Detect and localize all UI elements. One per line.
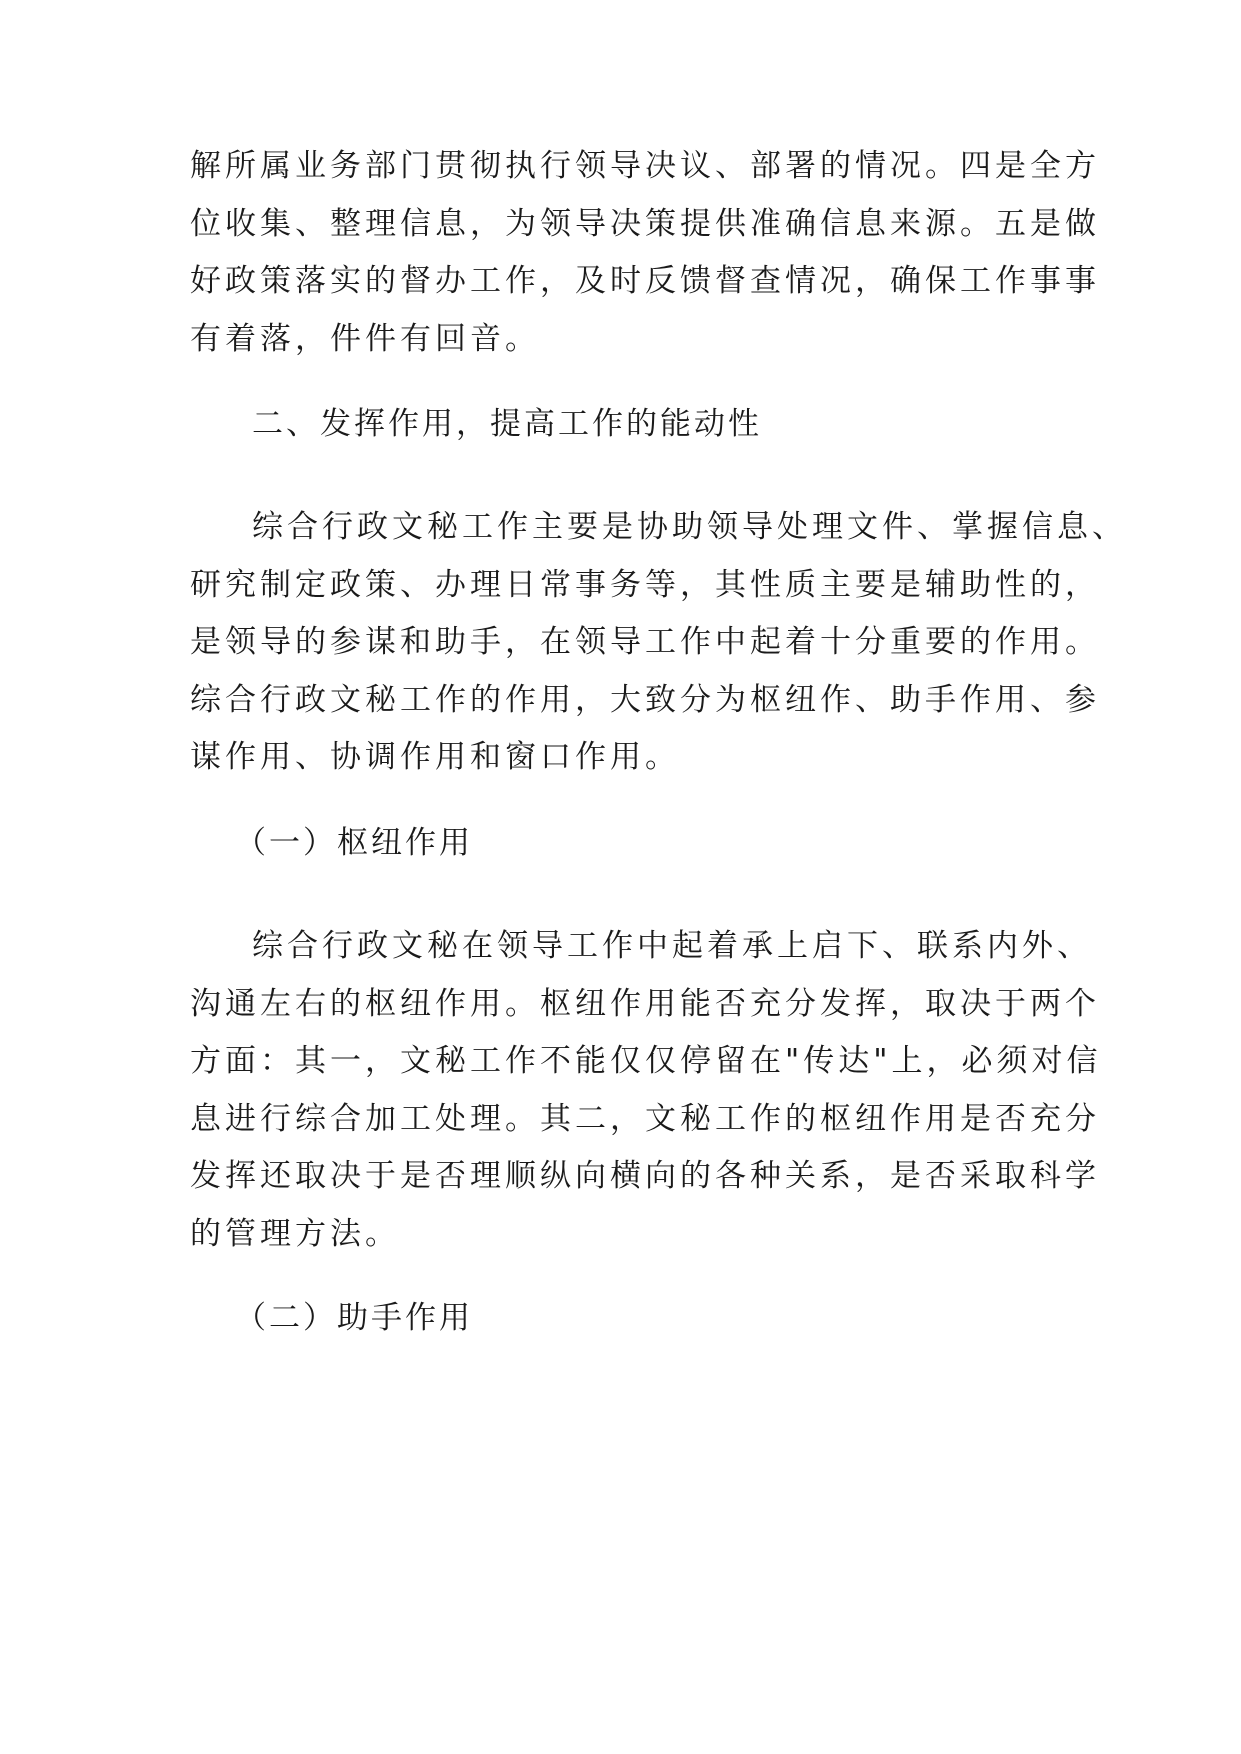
- paragraph-3: [190, 918, 1102, 1263]
- heading-text: （二）助手作用: [235, 1300, 473, 1336]
- paragraph-line: 谋作用、协调作用和窗口作用。: [190, 739, 680, 775]
- paragraph-line: 研究制定政策、办理日常事务等，其性质主要是辅助性的，: [190, 566, 1100, 603]
- paragraph-line: 综合行政文秘工作主要是协助领导处理文件、掌握信息、: [252, 509, 1127, 545]
- paragraph-line: 的管理方法。: [190, 1215, 400, 1252]
- paragraph-line: 综合行政文秘在领导工作中起着承上启下、联系内外、: [252, 928, 1092, 964]
- paragraph-line: 是领导的参谋和助手，在领导工作中起着十分重要的作用。: [190, 624, 1100, 660]
- heading-text: 二、发挥作用，提高工作的能动性: [252, 406, 762, 442]
- subsection-heading-2: [190, 1290, 1060, 1348]
- paragraph-line: 位收集、整理信息，为领导决策提供准确信息来源。五是做: [190, 205, 1100, 242]
- paragraph-line: 方面：其一，文秘工作不能仅仅停留在"传达"上，必须对信: [190, 1043, 1102, 1079]
- paragraph-2: [190, 499, 1127, 787]
- paragraph-line: 息进行综合加工处理。其二，文秘工作的枢纽作用是否充分: [190, 1100, 1100, 1137]
- paragraph-1: [190, 138, 1100, 368]
- heading-text: （一）枢纽作用: [235, 825, 473, 861]
- paragraph-line: 有着落，件件有回音。: [190, 320, 540, 357]
- paragraph-line: 发挥还取决于是否理顺纵向横向的各种关系，是否采取科学: [190, 1158, 1100, 1194]
- paragraph-line: 综合行政文秘工作的作用，大致分为枢纽作、助手作用、参: [190, 681, 1100, 718]
- paragraph-line: 好政策落实的督办工作，及时反馈督查情况，确保工作事事: [190, 263, 1100, 299]
- paragraph-line: 沟通左右的枢纽作用。枢纽作用能否充分发挥，取决于两个: [190, 985, 1100, 1022]
- paragraph-line: 解所属业务部门贯彻执行领导决议、部署的情况。四是全方: [190, 148, 1100, 184]
- section-heading: [190, 396, 1060, 454]
- subsection-heading-1: [190, 815, 1060, 873]
